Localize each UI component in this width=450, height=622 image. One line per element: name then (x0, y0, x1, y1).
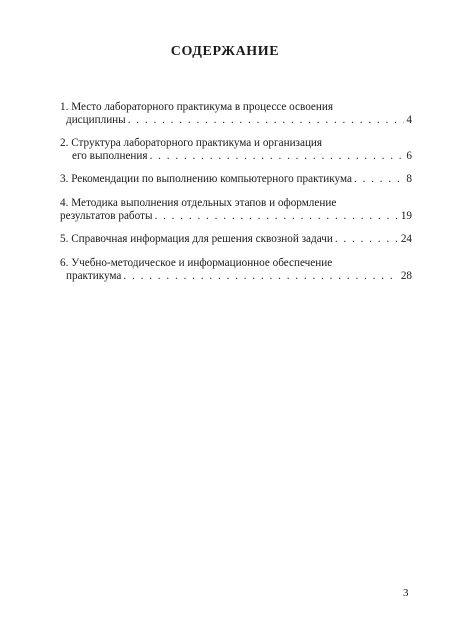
toc-entry-title-cont: его выполнения (72, 150, 148, 162)
toc-page-number: 19 (400, 210, 412, 222)
toc-page-number: 8 (406, 173, 412, 185)
toc-entry-title: 2. Структура лабораторного практикума и организация (60, 137, 323, 149)
page-title: СОДЕРЖАНИЕ (170, 44, 280, 59)
toc-entry-4 (60, 197, 412, 223)
toc-page-number: 24 (400, 233, 412, 245)
toc-entry-2 (60, 137, 412, 163)
table-of-contents (60, 101, 412, 283)
toc-entry-title: 1. Место лабораторного практикума в процессе освоения (60, 101, 334, 113)
toc-page-number: 28 (400, 270, 412, 282)
toc-entry-title-cont: практикума (66, 270, 122, 282)
toc-entry-title: 5. Справочная информация для решения сквозной задачи (60, 233, 333, 245)
dot-leader (154, 210, 398, 223)
toc-entry-title: 6. Учебно-методическое и информационное обеспечение (60, 257, 333, 269)
dot-leader (354, 173, 404, 186)
toc-page-number: 4 (406, 114, 412, 126)
dot-leader (123, 270, 398, 283)
toc-entry-3 (60, 173, 412, 187)
toc-entry-title-cont: результатов работы (60, 210, 153, 222)
toc-page-number: 6 (406, 150, 412, 162)
toc-entry-5 (60, 233, 412, 247)
toc-entry-1 (60, 101, 412, 127)
toc-entry-6 (60, 257, 412, 283)
dot-leader (150, 150, 405, 163)
toc-entry-title: 3. Рекомендации по выполнению компьютерного практикума (60, 173, 352, 185)
toc-entry-title-cont: дисциплины (66, 114, 126, 126)
toc-entry-title: 4. Методика выполнения отдельных этапов и оформление (60, 197, 337, 209)
dot-leader (128, 114, 405, 127)
page-number: 3 (403, 587, 409, 599)
dot-leader (335, 233, 399, 246)
